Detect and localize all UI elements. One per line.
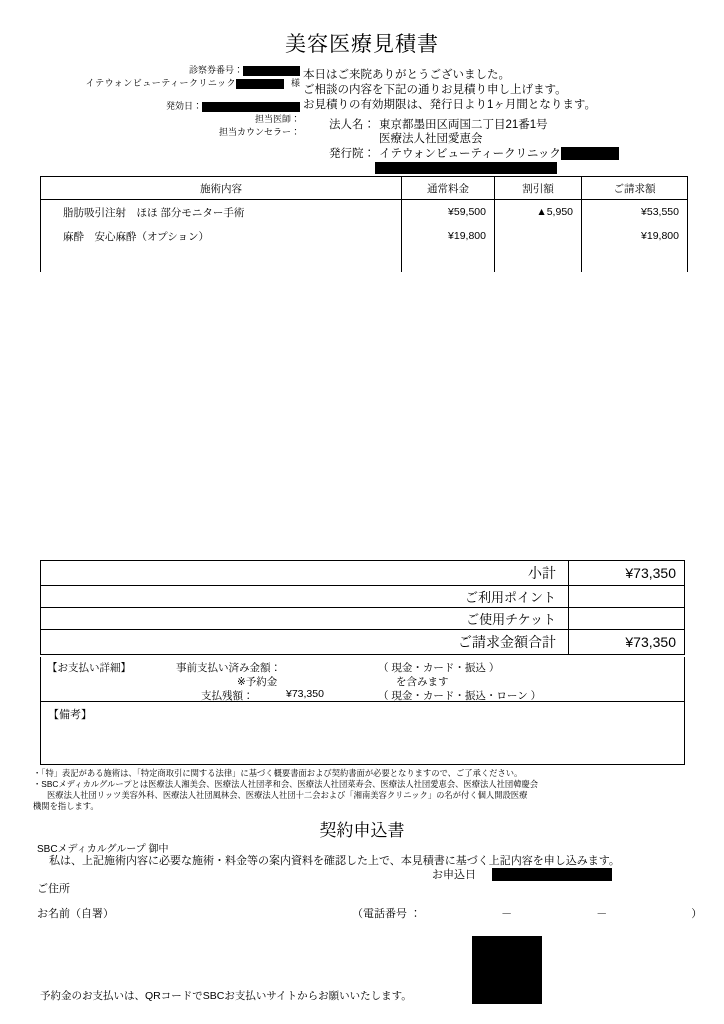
contract-apply-date-redaction: [492, 868, 612, 881]
counselor-row: [40, 126, 300, 139]
issuer-row: [303, 147, 703, 162]
effective-date-redaction: [202, 102, 300, 112]
row-billed: ¥19,800: [582, 224, 688, 248]
grand-total-label: ご請求金額合計: [41, 630, 569, 655]
issuer-redaction: [561, 147, 619, 160]
contract-title: 契約申込書: [319, 821, 405, 840]
contract-apply-date-label: お申込日: [432, 869, 476, 881]
subtotal-value: ¥73,350: [569, 561, 685, 586]
patient-card-number-label: 診察券番号：: [188, 64, 243, 75]
disclaimer-line-1: ・「特」表記がある施術は、「特定商取引に関する法律」に基づく概要書面および契約書面が必要となりますので、ご了承ください。: [33, 768, 523, 778]
issuer-name: イテウォンビューティークリニック: [379, 148, 561, 161]
disclaimer-block: [33, 768, 705, 812]
balance-value: ¥73,350: [286, 688, 324, 700]
balance-label: 支払残額：: [201, 690, 254, 702]
row-discount: ▲5,950: [495, 200, 582, 225]
totals-row-grand-total: [41, 630, 685, 655]
payment-section-label: 【お支払い詳細】: [47, 662, 131, 674]
column-header-billed: ご請求額: [582, 177, 688, 200]
row-description: 麻酔 安心麻酔（オプション）: [41, 224, 402, 248]
filler-discount: [495, 248, 582, 272]
effective-date-row: [40, 100, 300, 113]
ticket-label: ご使用チケット: [41, 608, 569, 630]
row-price: ¥59,500: [402, 200, 495, 225]
doctor-row: [40, 113, 300, 126]
corporation-address: 東京都墨田区両国二丁目21番1号: [379, 118, 548, 131]
ticket-value: [569, 608, 685, 630]
column-header-price: 通常料金: [402, 177, 495, 200]
filler-price: [402, 248, 495, 272]
disclaimer-line-3: 医療法人社団リッツ美容外科、医療法人社団風林会、医療法人社団十二会および「湘南美容クリニック」の名が付く個人開設医療: [47, 789, 528, 800]
telephone-close-paren: ）: [691, 908, 703, 920]
effective-date-label: 発効日：: [165, 100, 202, 111]
issuer-label: 発行院：: [329, 148, 375, 161]
corporation-entity-name: 医療法人社団愛恵会: [379, 133, 483, 146]
patient-name-redaction: [236, 79, 284, 89]
row-billed: ¥53,550: [582, 200, 688, 225]
doctor-label: 担当医師：: [254, 113, 300, 124]
disclaimer-line-4: 機関を指します。: [33, 800, 99, 811]
treatment-table: [40, 176, 688, 272]
counselor-label: 担当カウンセラー：: [218, 126, 300, 137]
patient-card-number-redaction: [243, 66, 300, 76]
grand-total-value: ¥73,350: [569, 630, 685, 655]
greeting-line-2: ご相談の内容を下記の通りお見積り申し上げます。: [303, 84, 567, 97]
column-header-discount: 割引額: [495, 177, 582, 200]
table-empty-filler-row: [41, 248, 688, 272]
corporation-block: [303, 118, 703, 175]
totals-row-subtotal: [41, 561, 685, 586]
telephone-dash-1: －: [501, 908, 513, 920]
row-discount: [495, 224, 582, 248]
remarks-box: [40, 702, 685, 765]
page-title: 美容医療見積書: [285, 33, 439, 56]
greeting-line-3: お見積りの有効期限は、発行日より1ヶ月間となります。: [303, 99, 596, 112]
qr-code-icon: [472, 936, 542, 1004]
row-price: ¥19,800: [402, 224, 495, 248]
contract-apply-date-row: [432, 866, 612, 882]
patient-honorific: 様: [290, 78, 300, 89]
disclaimer-line-2: ・SBCメディカルグループとは医療法人湘美会、医療法人社団孝和会、医療法人社団菜寿会、医療法人社団愛恵会、医療法人社団韓慶会: [33, 778, 539, 789]
contract-telephone-field[interactable]: [352, 905, 702, 921]
deposit-note-value: を含みます: [396, 676, 449, 688]
greeting-line-1: 本日はご来院ありがとうございました。: [303, 69, 510, 81]
column-header-description: 施術内容: [41, 177, 402, 200]
contract-name-label: お名前（自署）: [37, 908, 114, 920]
corporation-label: 法人名：: [329, 118, 375, 131]
deposit-note-label: ※予約金: [237, 676, 278, 688]
prepaid-methods: （ 現金・カード・振込 ）: [378, 662, 500, 674]
filler-billed: [582, 248, 688, 272]
totals-row-points: [41, 586, 685, 608]
telephone-dash-2: －: [596, 908, 608, 920]
corporation-entity-row: [303, 132, 703, 147]
totals-row-ticket: [41, 608, 685, 630]
footer-note: 予約金のお支払いは、QRコードでSBCお支払いサイトからお願いいたします。: [40, 990, 412, 1002]
payment-details-box: [40, 657, 685, 702]
contract-address-field[interactable]: [37, 880, 70, 896]
issuer-redaction-row: [303, 162, 703, 174]
contract-telephone-label: （電話番号 ：: [352, 908, 422, 920]
filler-description: [41, 248, 402, 272]
points-value: [569, 586, 685, 608]
corporation-name-row: [303, 118, 703, 133]
contract-name-field[interactable]: [37, 905, 114, 921]
prepaid-amount-label: 事前支払い済み金額：: [176, 662, 281, 674]
patient-name-row: [40, 77, 300, 91]
header-right-block: [303, 68, 703, 174]
contract-addressee: SBCメディカルグループ 御中: [37, 844, 169, 855]
patient-card-number-row: [40, 64, 300, 77]
remarks-label: 【備考】: [48, 709, 92, 721]
subtotal-label: 小計: [41, 561, 569, 586]
points-label: ご利用ポイント: [41, 586, 569, 608]
contract-address-label: ご住所: [37, 883, 70, 895]
clinic-name-prefix: イテウォンビューティークリニック: [85, 78, 236, 89]
table-row: [41, 224, 688, 248]
row-description: 脂肪吸引注射 ほほ 部分モニター手術: [41, 200, 402, 225]
issuer-redaction-second: [375, 162, 557, 174]
header-left-block: [40, 64, 300, 139]
totals-table: [40, 560, 685, 655]
table-header-row: [41, 177, 688, 200]
balance-methods: （ 現金・カード・振込・ローン ）: [378, 690, 542, 702]
contract-statement: 私は、上記施術内容に必要な施術・料金等の案内資料を確認した上で、本見積書に基づく上記内容を申し込みます。: [49, 855, 620, 867]
table-row: [41, 200, 688, 225]
